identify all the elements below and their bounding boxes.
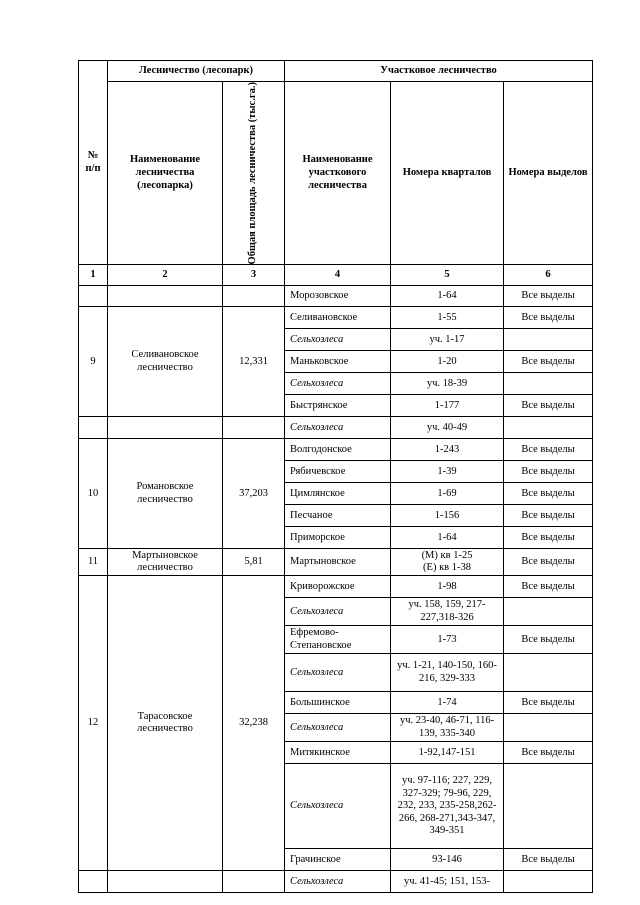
section-numbers: [504, 764, 593, 849]
table-row: [79, 871, 593, 893]
table-row: [79, 576, 593, 598]
quarter-numbers: 1-64: [391, 286, 504, 307]
forestry-number: 10: [79, 439, 108, 549]
column-numbers-row: [79, 265, 593, 286]
district-name: Быстрянское: [285, 395, 391, 417]
quarter-numbers: 1-69: [391, 483, 504, 505]
section-numbers: [504, 329, 593, 351]
forestry-table: [78, 60, 593, 893]
forestry-area: 32,238: [223, 576, 285, 871]
district-name: Сельхозлеса: [285, 598, 391, 626]
quarter-numbers: 1-64: [391, 527, 504, 549]
table-row: [79, 286, 593, 307]
section-numbers: [504, 417, 593, 439]
quarter-numbers: уч. 1-17: [391, 329, 504, 351]
forestry-area: 12,331: [223, 307, 285, 417]
col-header-sections: Номера выделов: [504, 82, 593, 265]
district-name: Криворожское: [285, 576, 391, 598]
quarter-numbers: 1-243: [391, 439, 504, 461]
quarter-numbers: 1-92,147-151: [391, 742, 504, 764]
quarter-numbers: уч. 18-39: [391, 373, 504, 395]
quarter-numbers: уч. 23-40, 46-71, 116-139, 335-340: [391, 714, 504, 742]
forestry-name: Селивановское лесничество: [108, 307, 223, 417]
district-name: Грачинское: [285, 849, 391, 871]
section-numbers: [504, 598, 593, 626]
district-name: Рябичевское: [285, 461, 391, 483]
district-name: Сельхозлеса: [285, 654, 391, 692]
section-numbers: Все выделы: [504, 527, 593, 549]
forestry-name: Романовское лесничество: [108, 439, 223, 549]
district-name: Селивановское: [285, 307, 391, 329]
forestry-name: Мартыновское лесничество: [108, 549, 223, 576]
section-numbers: [504, 871, 593, 893]
column-number: 6: [504, 265, 593, 286]
col-header-quarters: Номера кварталов: [391, 82, 504, 265]
district-name: Морозовское: [285, 286, 391, 307]
quarter-numbers: уч. 97-116; 227, 229, 327-329; 79-96, 229, 232, 233, 235-258,262-266, 268-271,343-347, 349-351: [391, 764, 504, 849]
forestry-area: 37,203: [223, 439, 285, 549]
section-numbers: Все выделы: [504, 576, 593, 598]
district-name: Сельхозлеса: [285, 714, 391, 742]
forestry-number: 12: [79, 576, 108, 871]
section-numbers: Все выделы: [504, 439, 593, 461]
col-group-district: Участковое лесничество: [285, 61, 593, 82]
quarter-numbers: 1-39: [391, 461, 504, 483]
district-name: Волгодонское: [285, 439, 391, 461]
section-numbers: Все выделы: [504, 395, 593, 417]
district-name: Сельхозлеса: [285, 329, 391, 351]
table-row: [79, 549, 593, 576]
col-header-num: № п/п: [79, 61, 108, 265]
section-numbers: [504, 373, 593, 395]
quarter-numbers: 1-74: [391, 692, 504, 714]
section-numbers: Все выделы: [504, 351, 593, 373]
section-numbers: Все выделы: [504, 505, 593, 527]
quarter-numbers: (М) кв 1-25 (Е) кв 1-38: [391, 549, 504, 576]
district-name: Сельхозлеса: [285, 764, 391, 849]
forestry-number: 9: [79, 307, 108, 417]
district-name: Маньковское: [285, 351, 391, 373]
section-numbers: [504, 654, 593, 692]
district-name: Ефремово-Степановское: [285, 626, 391, 654]
district-name: Сельхозлеса: [285, 417, 391, 439]
district-name: Приморское: [285, 527, 391, 549]
column-number: 4: [285, 265, 391, 286]
table-row: [79, 417, 593, 439]
district-name: Мартыновское: [285, 549, 391, 576]
quarter-numbers: уч. 40-49: [391, 417, 504, 439]
col-group-forestry: Лесничество (лесопарк): [108, 61, 285, 82]
column-number: 3: [223, 265, 285, 286]
quarter-numbers: 1-156: [391, 505, 504, 527]
quarter-numbers: 1-20: [391, 351, 504, 373]
table-row: [79, 307, 593, 329]
quarter-numbers: уч. 158, 159, 217-227,318-326: [391, 598, 504, 626]
quarter-numbers: 1-55: [391, 307, 504, 329]
section-numbers: Все выделы: [504, 461, 593, 483]
section-numbers: Все выделы: [504, 692, 593, 714]
quarter-numbers: 1-177: [391, 395, 504, 417]
section-numbers: Все выделы: [504, 549, 593, 576]
section-numbers: [504, 714, 593, 742]
section-numbers: Все выделы: [504, 307, 593, 329]
section-numbers: Все выделы: [504, 849, 593, 871]
district-name: Песчаное: [285, 505, 391, 527]
table-row: [79, 439, 593, 461]
quarter-numbers: уч. 1-21, 140-150, 160-216, 329-333: [391, 654, 504, 692]
quarter-numbers: 93-146: [391, 849, 504, 871]
quarter-numbers: 1-73: [391, 626, 504, 654]
section-numbers: Все выделы: [504, 286, 593, 307]
col-header-district-name: Наименование участкового лесничества: [285, 82, 391, 265]
quarter-numbers: уч. 41-45; 151, 153-: [391, 871, 504, 893]
district-name: Сельхозлеса: [285, 871, 391, 893]
section-numbers: Все выделы: [504, 483, 593, 505]
district-name: Большинское: [285, 692, 391, 714]
district-name: Митякинское: [285, 742, 391, 764]
district-name: Цимлянское: [285, 483, 391, 505]
forestry-number: 11: [79, 549, 108, 576]
column-number: 5: [391, 265, 504, 286]
column-number: 1: [79, 265, 108, 286]
section-numbers: Все выделы: [504, 742, 593, 764]
forestry-name: Тарасовское лесничество: [108, 576, 223, 871]
quarter-numbers: 1-98: [391, 576, 504, 598]
section-numbers: Все выделы: [504, 626, 593, 654]
forestry-area: 5,81: [223, 549, 285, 576]
col-header-forestry-name: Наименование лесничества (лесопарка): [108, 82, 223, 265]
col-header-area: Общая площадь лесничества (тыс.га.): [223, 82, 285, 265]
district-name: Сельхозлеса: [285, 373, 391, 395]
column-number: 2: [108, 265, 223, 286]
